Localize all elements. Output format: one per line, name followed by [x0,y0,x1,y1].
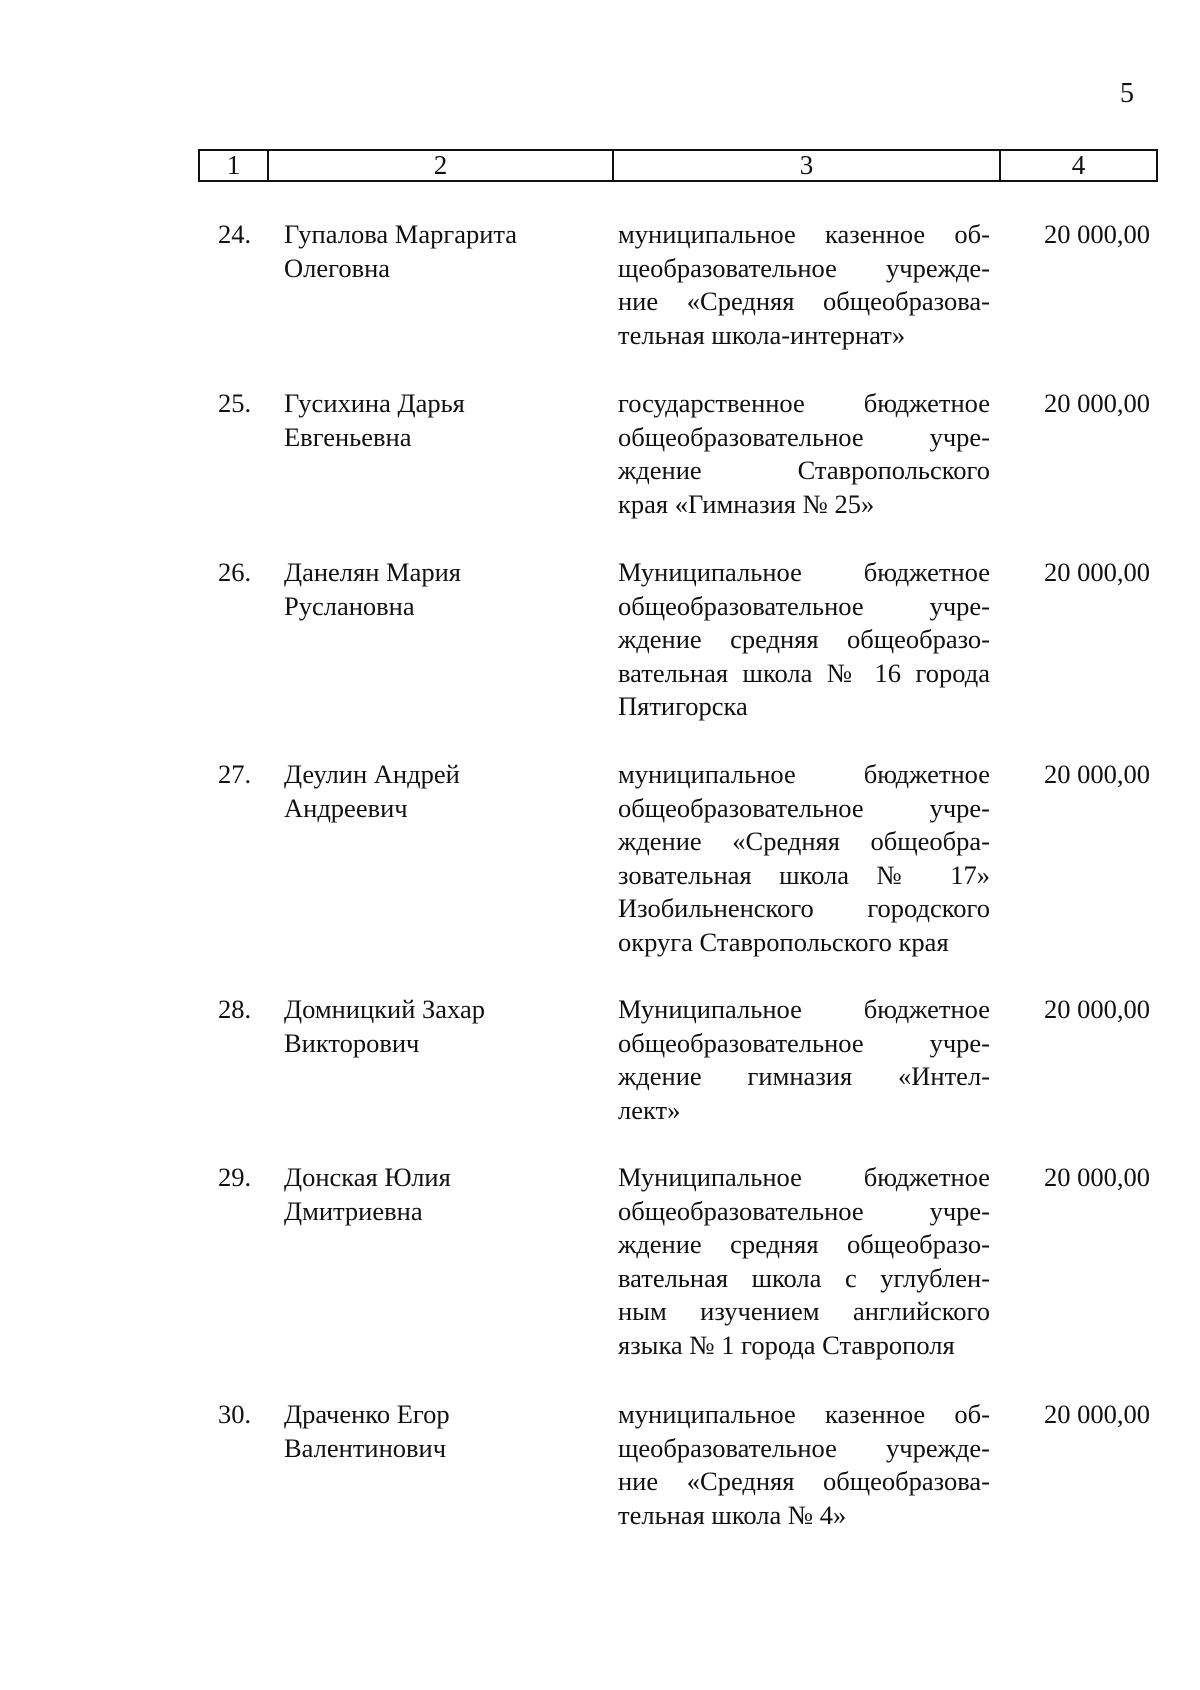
institution-line: вательная школа с углублен- [618,1262,990,1293]
institution [618,387,990,521]
institution-line: общеобразовательное учре- [618,1027,990,1058]
institution [618,218,990,352]
row-number: 26. [218,557,252,587]
institution-line: муниципальное казенное об- [618,1399,990,1429]
institution-line: Пятигорска [618,691,748,721]
row-number: 28. [218,994,252,1024]
amount: 20 000,00 [1044,557,1150,587]
institution-line: общеобразовательное учре- [618,792,990,823]
person-name-line: Андреевич [284,792,408,823]
amount: 20 000,00 [1044,759,1150,789]
person-name [284,556,584,623]
institution-line: ным изучением английского [618,1296,990,1326]
person-name [284,1161,584,1228]
institution [618,758,990,959]
institution-line: государственное бюджетное [618,388,990,418]
person-name-line: Викторович [284,1027,420,1058]
table-header [198,149,1158,182]
person-name [284,993,584,1060]
person-name-line: Данелян Мария [284,557,461,587]
person-name-line: Евгеньевна [284,421,412,452]
amount: 20 000,00 [1044,1399,1150,1429]
row-number: 24. [218,219,252,249]
institution-line: ждение гимназия «Интел- [618,1061,990,1091]
person-name [284,1398,584,1465]
page-number: 5 [1120,78,1134,109]
institution-line: языка № 1 города Ставрополя [618,1329,955,1360]
row-number: 25. [218,388,252,418]
person-name-line: Гусихина Дарья [284,388,465,418]
amount: 20 000,00 [1044,219,1150,249]
institution-line: щеобразовательное учрежде- [618,252,990,283]
institution-line: зовательная школа № 17» [618,859,990,890]
institution-line: Изобильненского городского [618,893,990,923]
institution [618,1398,990,1532]
institution-line: муниципальное казенное об- [618,219,990,249]
institution-line: Муниципальное бюджетное [618,557,990,587]
institution-line: округа Ставропольского края [618,926,949,957]
institution [618,1161,990,1362]
institution-line: Муниципальное бюджетное [618,1162,990,1192]
person-name-line: Драченко Егор [284,1399,450,1429]
institution-line: ждение «Средняя общеобра- [618,826,990,856]
person-name [284,387,584,454]
institution-line: края «Гимназия № 25» [618,488,875,519]
institution-line: общеобразовательное учре- [618,590,990,621]
institution-line: ждение средняя общеобразо- [618,624,990,654]
person-name [284,758,584,825]
amount: 20 000,00 [1044,388,1150,418]
institution-line: общеобразовательное учре- [618,1195,990,1226]
institution-line: лект» [618,1094,681,1125]
person-name-line: Деулин Андрей [284,759,460,789]
institution-line: вательная школа № 16 города [618,657,990,688]
institution [618,556,990,724]
row-number: 30. [218,1399,252,1429]
header-col-3: 3 [614,151,1001,180]
amount: 20 000,00 [1044,994,1150,1024]
institution-line: ние «Средняя общеобразова- [618,1466,990,1496]
institution-line: тельная школа-интернат» [618,319,906,350]
person-name-line: Донская Юлия [284,1162,451,1192]
person-name-line: Гупалова Маргарита [284,219,518,249]
institution-line: Муниципальное бюджетное [618,994,990,1024]
person-name [284,218,584,285]
institution-line: ждение Ставропольского [618,455,990,485]
institution-line: тельная школа № 4» [618,1499,847,1530]
institution-line: общеобразовательное учре- [618,421,990,452]
institution-line: щеобразовательное учрежде- [618,1432,990,1463]
person-name-line: Руслановна [284,590,415,621]
person-name-line: Дмитриевна [284,1195,423,1226]
institution-line: ждение средняя общеобразо- [618,1229,990,1259]
header-col-4: 4 [1071,150,1086,180]
person-name-line: Домницкий Захар [284,994,485,1024]
header-col-1: 1 [200,151,269,180]
row-number: 27. [218,759,252,789]
institution-line: муниципальное бюджетное [618,759,990,789]
person-name-line: Валентинович [284,1432,447,1463]
row-number: 29. [218,1162,252,1192]
person-name-line: Олеговна [284,252,391,283]
amount: 20 000,00 [1044,1162,1150,1192]
header-col-2: 2 [269,151,614,180]
institution [618,993,990,1127]
institution-line: ние «Средняя общеобразова- [618,286,990,316]
